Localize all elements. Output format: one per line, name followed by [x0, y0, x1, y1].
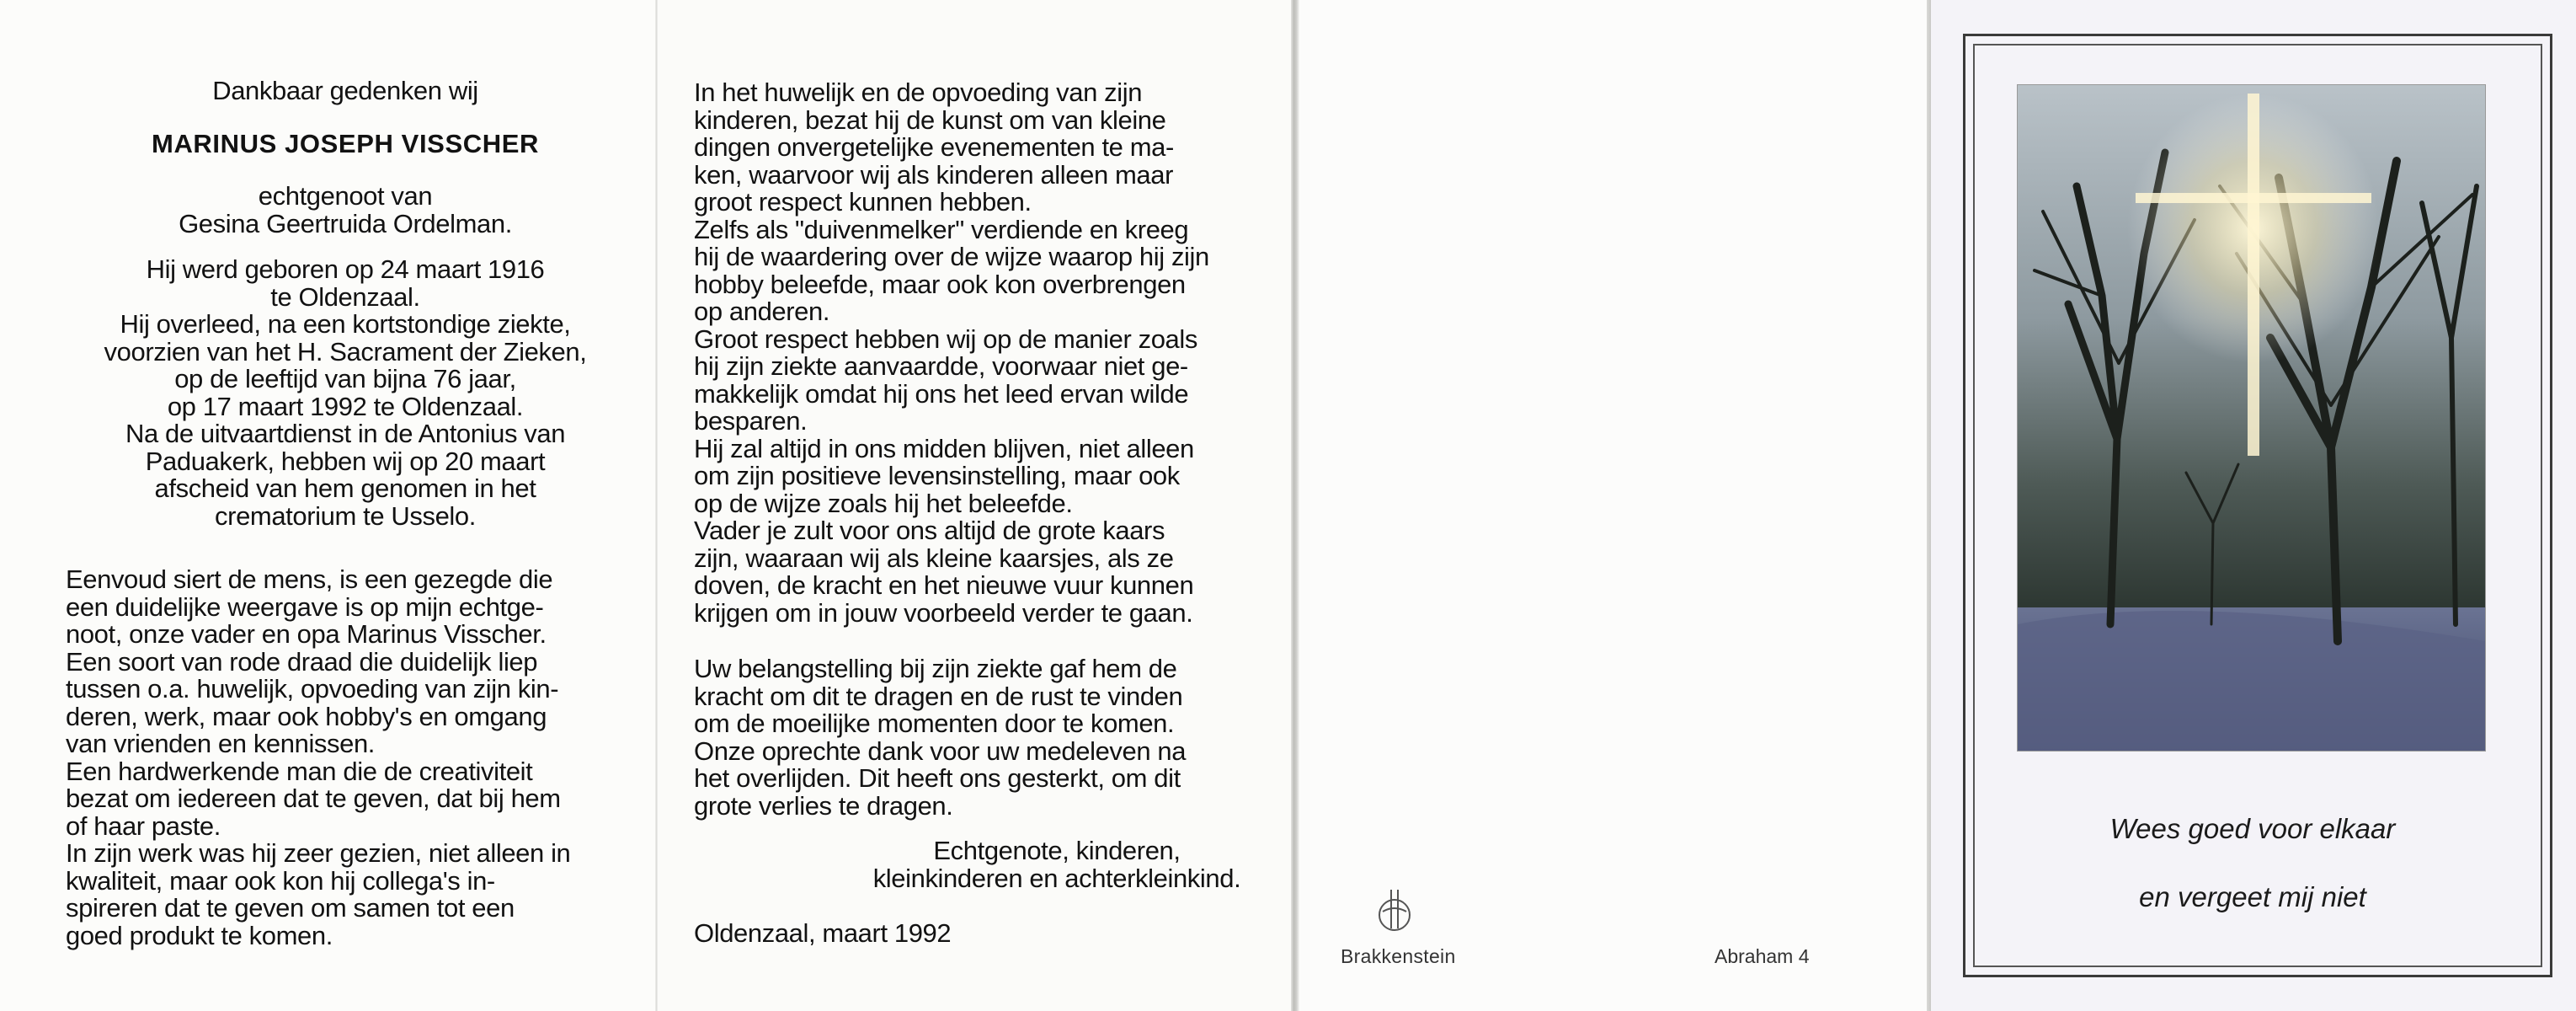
text-line: op anderen. [694, 297, 830, 326]
text-line: Vader je zult voor ons altijd de grote kaars [694, 516, 1165, 545]
text-line: noot, onze vader en opa Marinus Visscher. [66, 619, 547, 649]
text-line: kracht om dit te dragen en de rust te vinden [694, 681, 1183, 711]
birth-line: Hij werd geboren op 24 maart 1916 [146, 254, 545, 284]
text-line: kwaliteit, maar ook kon hij collega's in- [66, 865, 495, 896]
text-line: van vrienden en kennissen. [66, 729, 376, 758]
outer-fold [1927, 0, 1931, 1011]
text-line: In het huwelijk en de opvoeding van zijn [694, 78, 1143, 107]
signature-line-1: Echtgenote, kinderen, [933, 836, 1181, 865]
funeral-line-1: Na de uitvaartdienst in de Antonius van [125, 419, 566, 448]
place-date: Oldenzaal, maart 1992 [694, 918, 952, 948]
obituary-header [67, 78, 623, 530]
text-line: deren, werk, maar ook hobby's en omgang [66, 701, 547, 731]
death-line-1: Hij overleed, na een kortstondige ziekte, [120, 309, 571, 339]
publisher-name: Brakkenstein [1341, 945, 1456, 967]
motto-line-2: en vergeet mij niet [2139, 881, 2366, 912]
text-line: Eenvoud siert de mens, is een gezegde die [66, 564, 553, 594]
spouse-name: Gesina Geertruida Ordelman. [179, 208, 512, 238]
text-line: Een soort van rode draad die duidelijk liep [66, 646, 538, 677]
text-line: hobby beleefde, maar ook kon overbrengen [694, 269, 1186, 299]
deceased-name: MARINUS JOSEPH VISSCHER [152, 128, 539, 158]
death-line-4: op 17 maart 1992 te Oldenzaal. [167, 391, 524, 421]
text-line: Hij zal altijd in ons midden blijven, niet alleen [694, 433, 1194, 463]
front-cover [1929, 0, 2576, 1011]
text-line: om de moeilijke momenten door te komen. [694, 709, 1175, 738]
text-line: kinderen, bezat hij de kunst om van kleine [694, 104, 1166, 135]
text-line: goed produkt te komen. [66, 920, 333, 950]
text-line: of haar paste. [66, 810, 221, 841]
eulogy-part-1 [66, 566, 628, 949]
text-line: het overlijden. Dit heeft ons gesterkt, om dit [694, 763, 1181, 793]
inner-right-page [657, 0, 1295, 1011]
text-line: dingen onvergetelijke evenementen te ma- [694, 132, 1174, 162]
text-line: Zelfs als "duivenmelker" verdiende en kreeg [694, 214, 1189, 244]
funeral-line-4: crematorium te Usselo. [215, 500, 476, 531]
motto-line-1: Wees goed voor elkaar [2109, 813, 2396, 844]
inner-fold [655, 0, 658, 1011]
card-reference: Abraham 4 [1715, 945, 1810, 967]
text-line: zijn, waaraan wij als kleine kaarsjes, als ze [694, 543, 1174, 573]
text-line: In zijn werk was hij zeer gezien, niet alleen in [66, 838, 571, 868]
death-line-3: op de leeftijd van bijna 76 jaar, [174, 364, 516, 393]
back-cover [1295, 0, 1929, 1011]
text-line: Groot respect hebben wij op de manier zoals [694, 324, 1197, 354]
text-line: spireren dat te geven om samen tot een [66, 893, 515, 923]
family-signature [838, 837, 1276, 892]
text-line: groot respect kunnen hebben. [694, 187, 1032, 217]
text-line: hij zijn ziekte aanvaardde, voorwaar niet ge- [694, 351, 1188, 381]
birth-place: te Oldenzaal. [270, 281, 420, 312]
text-line: makkelijk omdat hij ons het leed ervan wilde [694, 378, 1189, 409]
text-line: om zijn positieve levensinstelling, maar ook [694, 461, 1180, 490]
funeral-line-3: afscheid van hem genomen in het [154, 473, 536, 503]
text-line: Onze oprechte dank voor uw medeleven na [694, 736, 1187, 766]
text-line: een duidelijke weergave is op mijn echtge- [66, 591, 544, 622]
eulogy-part-2 [694, 79, 1262, 820]
spouse-intro: echtgenoot van [258, 181, 433, 211]
card-edge [1291, 0, 1299, 1011]
opening-line: Dankbaar gedenken wij [212, 76, 478, 105]
inner-left-page [0, 0, 657, 1011]
text-line: hij de waardering over de wijze waarop hij zijn [694, 242, 1209, 271]
funeral-line-2: Paduakerk, hebben wij op 20 maart [145, 446, 546, 476]
text-line: besparen. [694, 406, 808, 436]
winter-trees-cross-photo [2017, 84, 2486, 752]
text-line: doven, de kracht en het nieuwe vuur kunnen [694, 570, 1194, 600]
text-line: Uw belangstelling bij zijn ziekte gaf hem de [694, 654, 1177, 683]
text-line: grote verlies te dragen. [694, 790, 953, 821]
text-line: ken, waarvoor wij als kinderen alleen maar [694, 159, 1174, 190]
text-line: krijgen om in jouw voorbeeld verder te gaan. [694, 597, 1193, 628]
text-line: tussen o.a. huwelijk, opvoeding van zijn kin- [66, 674, 559, 703]
brakkenstein-logo-icon [1371, 886, 1418, 933]
text-line: op de wijze zoals hij het beleefde. [694, 488, 1073, 518]
signature-line-2: kleinkinderen en achterkleinkind. [872, 863, 1241, 893]
death-line-2: voorzien van het H. Sacrament der Zieken, [104, 336, 587, 366]
text-line: bezat om iedereen dat te geven, dat bij hem [66, 784, 561, 813]
text-line: Een hardwerkende man die de creativiteit [66, 756, 533, 786]
